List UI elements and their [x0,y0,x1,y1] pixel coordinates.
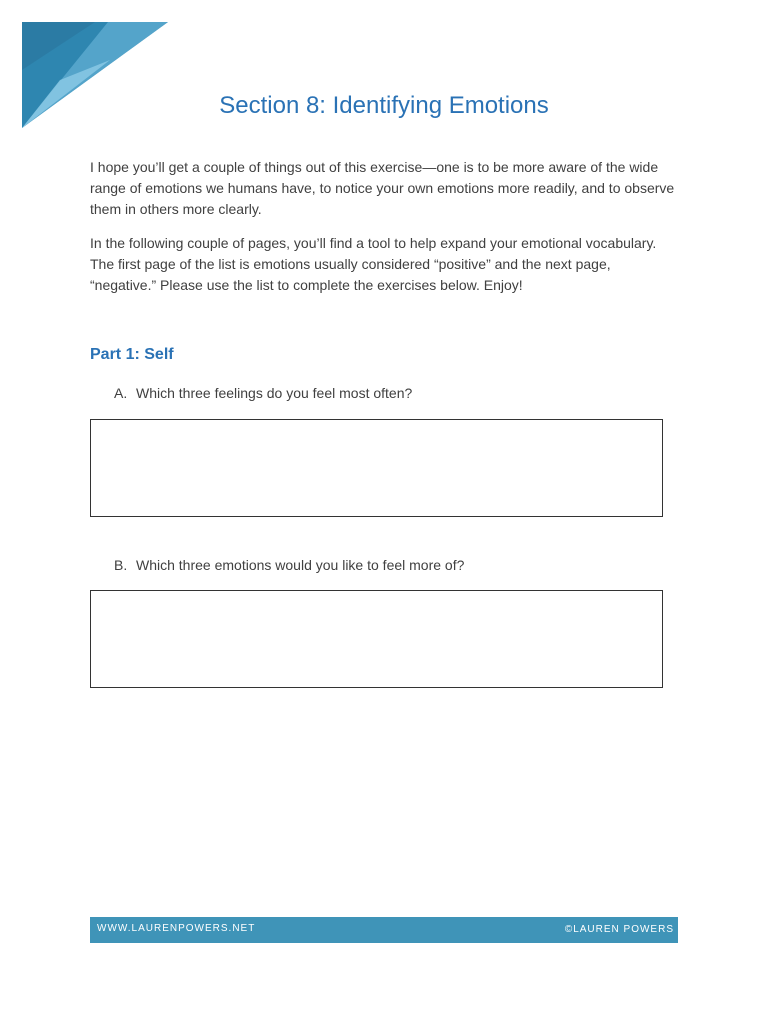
question-text: Which three emotions would you like to feel more of? [136,557,465,573]
question-a [114,385,412,401]
answer-box-b[interactable] [90,590,663,688]
footer-copyright: ©LAUREN POWERS [564,924,674,935]
part-heading: Part 1: Self [90,346,174,363]
footer-website: WWW.LAURENPOWERS.NET [97,923,256,934]
answer-box-a[interactable] [90,419,663,517]
question-b [114,557,464,573]
intro-paragraph: I hope you’ll get a couple of things out of this exercise—one is to be more aware of the wide range of emotions we humans have, to notice your own emotions more readily, and to observe them in others more clearly. [90,159,675,217]
footer-bar [90,917,678,943]
instructions-paragraph: In the following couple of pages, you’ll find a tool to help expand your emotional vocabulary. The first page of the list is emotions usually considered “positive” and the next page, “negative.” Please use the list to complete the exercises below. Enjoy! [90,235,657,293]
question-letter: B. [114,557,128,573]
page-title: Section 8: Identifying Emotions [219,92,549,119]
question-text: Which three feelings do you feel most often? [136,385,413,401]
corner-decoration [0,0,200,160]
question-letter: A. [114,385,128,401]
